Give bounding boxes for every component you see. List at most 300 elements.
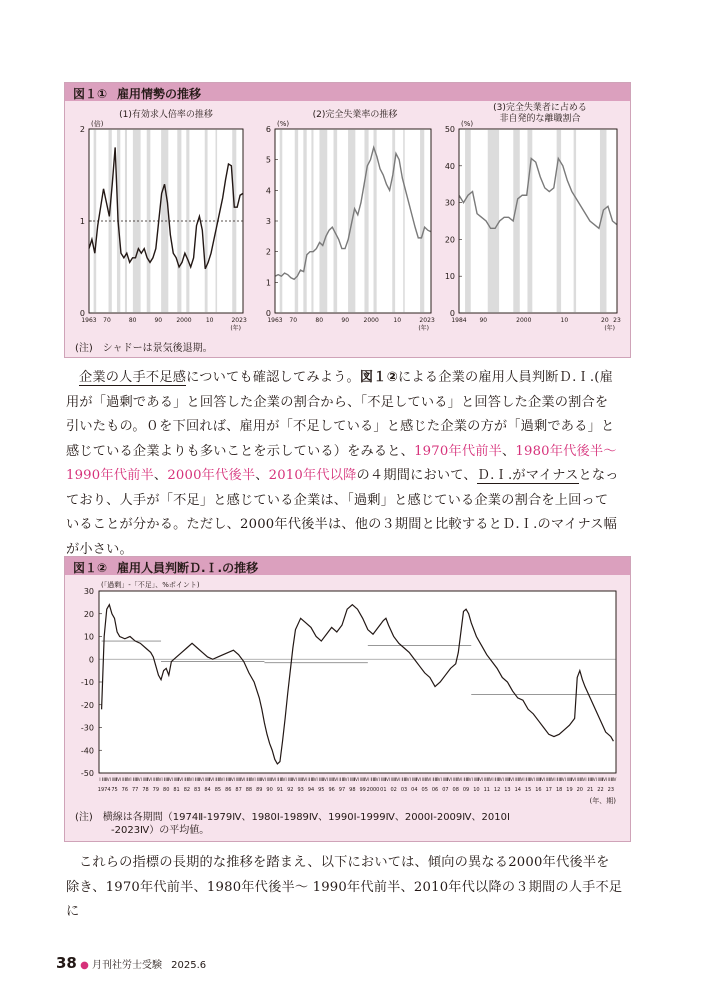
di-quarter-mark: Ⅰ [151, 777, 153, 782]
di-quarter-mark: Ⅳ [602, 777, 606, 782]
di-quarter-mark: Ⅳ [550, 777, 555, 782]
di-quarter-mark: Ⅱ [370, 777, 373, 782]
di-quarter-mark: Ⅲ [207, 777, 210, 782]
para1-line-2: 用が「過剰である」と回答した企業の割合から、「不足している」と回答した企業の割合を [66, 394, 609, 410]
body-paragraph-2 [66, 851, 632, 925]
di-quarter-mark: Ⅰ [347, 777, 349, 782]
di-quarter-mark: Ⅳ [116, 777, 120, 782]
di-quarter-mark: Ⅰ [244, 777, 246, 782]
x-unit: (年) [230, 325, 241, 332]
recession-shade [216, 129, 218, 313]
di-quarter-mark: Ⅲ [155, 777, 159, 782]
di-quarter-mark: Ⅳ [198, 777, 203, 782]
para1-text: 、 [153, 468, 168, 483]
y-tick-label: 1 [265, 278, 271, 288]
di-quarter-mark: Ⅳ [354, 777, 358, 782]
x-tick-label: 20 [419, 317, 428, 324]
di-x-unit: (年、期) [589, 797, 616, 805]
di-x-tick-label: 05 [421, 787, 428, 793]
di-y-tick-label: -30 [80, 723, 94, 733]
di-y-tick-label: -40 [80, 746, 94, 756]
di-quarter-mark: Ⅱ [380, 777, 383, 782]
underlined-di-minus: Ｄ.Ｉ.がマイナス [476, 468, 579, 483]
di-quarter-mark: Ⅲ [269, 777, 272, 782]
recession-shade [311, 129, 313, 313]
di-x-tick-label: 97 [338, 787, 346, 793]
di-quarter-mark: Ⅲ [424, 777, 428, 782]
di-quarter-mark: Ⅱ [453, 777, 456, 782]
di-x-tick-label: 95 [318, 787, 325, 793]
di-quarter-mark: Ⅱ [287, 777, 290, 782]
di-x-tick-label: 09 [462, 787, 470, 793]
di-quarter-mark: Ⅰ [564, 777, 566, 782]
di-quarter-mark: Ⅱ [215, 777, 218, 782]
figure-1-2-tag: 図１② [73, 561, 108, 575]
recession-shade [334, 129, 338, 313]
di-x-tick-label: 90 [266, 787, 273, 793]
x-tick-label: 10 [393, 317, 402, 324]
x-tick-label: 80 [128, 317, 137, 324]
page-footer [56, 954, 206, 972]
para1-underlined-term: 企業の人手不足感 [79, 370, 187, 385]
di-quarter-mark: Ⅰ [575, 777, 577, 782]
recession-shade [488, 129, 499, 313]
di-x-tick-label: 84 [204, 787, 211, 793]
para1-text: 感じている企業よりも多いことを示している）をみると、 [66, 443, 415, 459]
x-tick-label: 10 [560, 317, 569, 324]
di-quarter-mark: Ⅳ [509, 777, 513, 782]
di-x-tick-label: 82 [183, 787, 191, 793]
panel-3-title-line-1: (3)完全失業者に占める [493, 103, 587, 113]
di-quarter-mark: Ⅲ [465, 777, 469, 782]
di-x-tick-label: 92 [287, 787, 294, 793]
figure-1-1 [64, 82, 631, 358]
di-quarter-mark: Ⅰ [523, 777, 525, 782]
di-quarter-mark: Ⅲ [351, 777, 355, 782]
di-quarter-mark: Ⅳ [591, 777, 596, 782]
di-quarter-mark: Ⅰ [606, 777, 608, 782]
di-quarter-mark: Ⅳ [581, 777, 586, 782]
di-x-tick-label: 2000 [366, 787, 380, 793]
para1-text: の４期間において、 [356, 468, 477, 483]
di-quarter-mark: Ⅲ [434, 777, 438, 782]
di-quarter-mark: Ⅳ [374, 777, 379, 782]
di-quarter-mark: Ⅱ [298, 777, 301, 782]
di-quarter-mark: Ⅲ [496, 777, 500, 782]
di-plot-frame [99, 591, 616, 773]
di-quarter-mark: Ⅲ [331, 777, 335, 782]
x-tick-label: 2000 [516, 317, 532, 324]
di-x-tick-label: 94 [307, 787, 315, 793]
di-x-tick-label: 15 [524, 787, 532, 793]
di-x-tick-label: 22 [597, 787, 604, 793]
panel-2-title-line: (2)完全失業率の推移 [312, 110, 398, 120]
para1-line-3: 引いたもの。０を下回れば、雇用が「不足している」と感じた企業の方が「過剰である」と [66, 419, 615, 434]
di-x-tick-label: 85 [214, 787, 222, 793]
di-quarter-mark: Ⅱ [556, 777, 559, 782]
y-tick-label: 10 [444, 272, 455, 282]
di-quarter-mark: Ⅰ [285, 777, 287, 782]
di-x-tick-label: 11 [483, 787, 490, 793]
di-quarter-mark: Ⅰ [388, 777, 391, 782]
di-quarter-mark: Ⅳ [126, 777, 131, 782]
di-x-tick-label: 14 [514, 787, 521, 793]
di-x-tick-label: 12 [493, 787, 501, 793]
di-x-tick-label: 91 [276, 787, 284, 793]
di-x-tick-label: 16 [535, 787, 542, 793]
di-quarter-mark: Ⅰ [213, 777, 215, 782]
di-quarter-mark: Ⅲ [341, 777, 345, 782]
highlight-1990s: 1990年代前半 [66, 468, 154, 483]
di-x-tick-label: 81 [173, 787, 180, 793]
x-tick-label: 2000 [363, 317, 379, 324]
di-y-tick-label: 0 [88, 655, 94, 665]
figure-1-2 [64, 556, 631, 842]
di-quarter-mark: Ⅰ [326, 777, 329, 782]
di-quarter-mark: Ⅳ [178, 777, 182, 782]
di-quarter-mark: Ⅳ [219, 777, 224, 782]
di-quarter-mark: Ⅰ [585, 777, 587, 782]
di-quarter-mark: Ⅱ [184, 777, 187, 782]
di-y-tick-label: 20 [83, 609, 94, 619]
di-x-tick-label: 80 [163, 787, 170, 793]
di-quarter-mark: Ⅳ [250, 777, 255, 782]
recession-shade [295, 129, 298, 313]
di-quarter-mark: Ⅰ [440, 777, 442, 782]
di-quarter-mark: Ⅳ [105, 777, 110, 782]
di-quarter-mark: Ⅳ [271, 777, 276, 782]
di-quarter-mark: Ⅱ [329, 777, 332, 782]
di-x-tick-label: 96 [328, 787, 335, 793]
di-quarter-mark: Ⅱ [111, 777, 114, 782]
di-quarter-mark: Ⅳ [498, 777, 503, 782]
di-quarter-mark: Ⅰ [419, 777, 422, 782]
di-quarter-mark: Ⅰ [399, 777, 401, 782]
y-tick-label: 40 [444, 161, 455, 171]
recession-shade [403, 129, 405, 313]
x-tick-label: 20 [601, 317, 609, 324]
di-quarter-mark: Ⅱ [546, 777, 549, 782]
di-y-tick-label: 30 [83, 587, 94, 596]
di-quarter-mark: Ⅰ [109, 777, 111, 782]
di-quarter-mark: Ⅲ [393, 777, 397, 782]
figure-1-1-title: 雇用情勢の推移 [117, 87, 202, 101]
di-x-tick-label: 21 [586, 787, 594, 793]
di-quarter-mark: Ⅳ [209, 777, 214, 782]
di-quarter-mark: Ⅱ [205, 777, 207, 782]
para2-line-2: 除き、1970年代前半、1980年代後半〜 1990年代前半、2010年代以降の３期間の人手不足に [66, 879, 623, 919]
x-tick-label: 2000 [176, 317, 192, 324]
di-quarter-mark: Ⅰ [450, 777, 453, 782]
di-quarter-mark: Ⅰ [254, 777, 256, 782]
y-tick-label: 20 [444, 235, 455, 245]
para1-line-8: が小さい。 [66, 541, 133, 557]
di-quarter-mark: Ⅳ [167, 777, 172, 782]
di-quarter-mark: Ⅱ [525, 777, 528, 782]
footer-bullet: ● [80, 960, 89, 971]
x-tick-label: 20 [231, 317, 240, 324]
di-quarter-mark: Ⅱ [463, 777, 466, 782]
di-quarter-mark: Ⅲ [486, 777, 490, 782]
di-quarter-mark: Ⅱ [494, 777, 497, 782]
di-quarter-mark: Ⅲ [507, 777, 510, 782]
di-y-tick-label: -50 [80, 769, 94, 778]
di-x-tick-label: 13 [504, 787, 511, 793]
di-quarter-mark: Ⅲ [320, 777, 324, 782]
di-x-tick-label: 86 [225, 787, 232, 793]
di-quarter-mark: Ⅲ [186, 777, 190, 782]
highlight-1980s: 1980年代後半〜 [515, 443, 617, 459]
di-quarter-mark: Ⅱ [132, 777, 135, 782]
di-quarter-mark: Ⅱ [318, 777, 321, 782]
highlight-2000s: 2000年代後半 [167, 468, 256, 483]
di-quarter-mark: Ⅲ [455, 777, 459, 782]
di-quarter-mark: Ⅱ [391, 777, 394, 782]
di-quarter-mark: Ⅳ [478, 777, 482, 782]
di-quarter-mark: Ⅳ [281, 777, 286, 782]
di-quarter-mark: Ⅰ [502, 777, 504, 782]
di-quarter-mark: Ⅲ [310, 777, 314, 782]
x-tick-label: 10 [205, 317, 214, 324]
recession-shade [303, 129, 306, 313]
di-quarter-mark: Ⅱ [339, 777, 342, 782]
di-quarter-mark: Ⅱ [432, 777, 435, 782]
di-quarter-mark: Ⅲ [610, 777, 614, 782]
figure-1-2-title: 雇用人員判断Ｄ.Ｉ.の推移 [117, 561, 259, 575]
di-quarter-mark: Ⅱ [142, 777, 145, 782]
panel-3-title-line-2: 非自発的な離職割合 [499, 114, 581, 124]
di-quarter-mark: Ⅱ [122, 777, 125, 782]
para1-line-4 [66, 440, 632, 465]
figure-1-2-note-line-2: -2023Ⅳ）の平均値。 [111, 825, 210, 836]
di-quarter-mark: Ⅱ [422, 777, 425, 782]
di-quarter-mark: Ⅱ [401, 777, 404, 782]
di-quarter-mark: Ⅰ [378, 777, 380, 782]
y-tick-label: 2 [265, 247, 271, 257]
di-quarter-mark: Ⅱ [587, 777, 590, 782]
di-quarter-mark: Ⅲ [548, 777, 552, 782]
recession-shade [319, 129, 327, 313]
y-tick-label: 1 [79, 217, 85, 226]
di-quarter-mark: Ⅱ [101, 777, 104, 782]
di-quarter-mark: Ⅲ [558, 777, 562, 782]
y-tick-label: 0 [449, 309, 455, 318]
di-y-tick-label: 10 [83, 632, 94, 642]
page-number: 38 [56, 954, 77, 972]
di-quarter-mark: Ⅱ [515, 777, 518, 782]
di-quarter-mark: Ⅳ [147, 777, 151, 782]
di-quarter-mark: Ⅱ [163, 777, 166, 782]
x-tick-label: 70 [103, 317, 111, 324]
y-tick-label: 50 [444, 125, 455, 134]
di-quarter-mark: Ⅲ [124, 777, 128, 782]
di-quarter-mark: Ⅳ [323, 777, 327, 782]
di-quarter-mark: Ⅲ [258, 777, 262, 782]
di-quarter-mark: Ⅲ [589, 777, 593, 782]
panel-1-chart [65, 117, 255, 335]
di-quarter-mark: Ⅲ [196, 777, 200, 782]
y-tick-label: 5 [265, 155, 271, 165]
x-tick-label: 23 [239, 317, 247, 324]
di-x-tick-label: 1974 [97, 787, 111, 793]
di-x-tick-label: 76 [121, 787, 129, 793]
x-tick-label: 70 [289, 317, 298, 324]
di-quarter-mark: Ⅳ [405, 777, 410, 782]
recession-shade [557, 129, 561, 313]
di-quarter-mark: Ⅲ [300, 777, 304, 782]
di-quarter-mark: Ⅰ [461, 777, 463, 782]
di-quarter-mark: Ⅰ [368, 777, 370, 782]
para1-line-5 [66, 464, 632, 489]
di-quarter-mark: Ⅲ [403, 777, 407, 782]
di-quarter-mark: Ⅰ [171, 777, 173, 782]
highlight-2010s: 2010年代以降 [268, 468, 357, 483]
figure-1-1-header [65, 83, 630, 101]
di-quarter-mark: Ⅰ [233, 777, 236, 782]
recession-shade [465, 129, 471, 313]
x-tick-label: 80 [315, 317, 324, 324]
di-quarter-mark: Ⅰ [140, 777, 142, 782]
di-quarter-mark: Ⅱ [484, 777, 487, 782]
highlight-1970s: 1970年代前半 [414, 443, 502, 459]
di-quarter-mark: Ⅳ [229, 777, 234, 782]
di-quarter-mark: Ⅱ [442, 777, 445, 782]
di-quarter-mark: Ⅳ [302, 777, 307, 782]
di-quarter-mark: Ⅲ [476, 777, 479, 782]
recession-shade [513, 129, 519, 313]
di-quarter-mark: Ⅰ [554, 777, 556, 782]
di-quarter-mark: Ⅰ [481, 777, 484, 782]
di-quarter-mark: Ⅲ [517, 777, 521, 782]
di-quarter-mark: Ⅰ [337, 777, 339, 782]
di-quarter-mark: Ⅳ [261, 777, 265, 782]
y-unit: (%) [277, 120, 290, 128]
di-quarter-mark: Ⅰ [533, 777, 535, 782]
body-paragraph-1 [66, 366, 632, 562]
panel-1-title-line: (1)有効求人倍率の推移 [119, 110, 213, 120]
para1-line-6: ており、人手が「不足」と感じている企業は、「過剰」と感じている企業の割合を上回って [66, 492, 609, 508]
di-quarter-mark: Ⅲ [362, 777, 366, 782]
di-quarter-mark: Ⅳ [312, 777, 317, 782]
di-chart [65, 577, 630, 811]
di-quarter-mark: Ⅲ [600, 777, 603, 782]
y-tick-label: 6 [265, 125, 271, 134]
di-quarter-mark: Ⅳ [343, 777, 348, 782]
di-x-tick-label: 89 [256, 787, 263, 793]
x-tick-label: 90 [154, 317, 163, 324]
x-tick-label: 90 [341, 317, 350, 324]
di-y-tick-label: -20 [80, 700, 94, 710]
y-tick-label: 30 [444, 198, 455, 208]
di-x-tick-label: 06 [431, 787, 439, 793]
di-quarter-mark: Ⅳ [560, 777, 565, 782]
di-quarter-mark: Ⅲ [527, 777, 531, 782]
di-quarter-mark: Ⅱ [411, 777, 414, 782]
di-quarter-mark: Ⅰ [202, 777, 204, 782]
di-quarter-mark: Ⅲ [114, 777, 117, 782]
di-quarter-mark: Ⅲ [538, 777, 541, 782]
di-quarter-mark: Ⅳ [447, 777, 451, 782]
figure-1-2-header [65, 557, 630, 575]
di-quarter-mark: Ⅲ [176, 777, 179, 782]
di-x-tick-label: 23 [607, 787, 615, 793]
di-x-tick-label: 99 [359, 787, 366, 793]
di-quarter-mark: Ⅲ [165, 777, 169, 782]
di-quarter-mark: Ⅳ [529, 777, 534, 782]
di-quarter-mark: Ⅳ [612, 777, 617, 782]
di-quarter-mark: Ⅲ [289, 777, 293, 782]
di-quarter-mark: Ⅲ [227, 777, 231, 782]
di-quarter-mark: Ⅳ [540, 777, 544, 782]
di-x-tick-label: 20 [576, 787, 583, 793]
di-x-tick-label: 03 [400, 787, 408, 793]
di-x-tick-label: 79 [152, 787, 160, 793]
di-quarter-mark: Ⅳ [188, 777, 193, 782]
para1-text: 、 [255, 468, 269, 483]
di-quarter-mark: Ⅰ [306, 777, 308, 782]
y-tick-label: 2 [79, 125, 85, 134]
di-quarter-mark: Ⅲ [134, 777, 138, 782]
di-quarter-mark: Ⅰ [544, 777, 546, 782]
di-quarter-mark: Ⅳ [157, 777, 162, 782]
di-x-tick-label: 04 [411, 787, 418, 793]
di-quarter-mark: Ⅳ [364, 777, 369, 782]
di-quarter-mark: Ⅱ [173, 777, 176, 782]
x-unit: (年) [418, 325, 429, 332]
di-quarter-mark: Ⅲ [445, 777, 448, 782]
x-tick-label: 1963 [267, 317, 283, 324]
x-tick-label: 23 [427, 317, 435, 324]
di-quarter-mark: Ⅰ [275, 777, 277, 782]
di-quarter-mark: Ⅰ [471, 777, 473, 782]
di-x-tick-label: 02 [390, 787, 397, 793]
di-quarter-mark: Ⅰ [357, 777, 360, 782]
di-quarter-mark: Ⅳ [488, 777, 493, 782]
di-quarter-mark: Ⅰ [161, 777, 163, 782]
di-quarter-mark: Ⅳ [136, 777, 141, 782]
di-quarter-mark: Ⅱ [597, 777, 600, 782]
di-quarter-mark: Ⅲ [217, 777, 221, 782]
di-y-tick-label: -10 [80, 678, 94, 687]
di-quarter-mark: Ⅰ [492, 777, 494, 782]
x-unit: (年) [604, 325, 615, 332]
di-quarter-mark: Ⅳ [457, 777, 462, 782]
di-quarter-mark: Ⅱ [535, 777, 538, 782]
di-x-tick-label: 19 [566, 787, 573, 793]
di-quarter-mark: Ⅱ [277, 777, 280, 782]
x-tick-label: 23 [613, 317, 621, 324]
di-quarter-mark: Ⅱ [566, 777, 569, 782]
di-quarter-mark: Ⅰ [99, 777, 101, 782]
di-x-tick-label: 17 [545, 787, 552, 793]
di-quarter-mark: Ⅱ [267, 777, 270, 782]
di-quarter-mark: Ⅲ [569, 777, 572, 782]
di-quarter-mark: Ⅲ [413, 777, 417, 782]
di-quarter-mark: Ⅱ [608, 777, 611, 782]
panel-2-chart [253, 117, 443, 335]
journal-name: 月刊社労士受験 [91, 960, 162, 971]
y-unit: (%) [461, 120, 474, 128]
x-tick-label: 90 [479, 317, 488, 324]
di-x-tick-label: 88 [245, 787, 253, 793]
di-quarter-mark: Ⅰ [409, 777, 411, 782]
y-tick-label: 0 [79, 309, 85, 318]
di-y-unit: (「過剰」-「不足」、%ポイント) [101, 581, 200, 589]
di-quarter-mark: Ⅳ [519, 777, 524, 782]
di-quarter-mark: Ⅳ [395, 777, 400, 782]
figure-1-1-tag: 図１① [73, 87, 108, 101]
recession-shade [527, 129, 532, 313]
